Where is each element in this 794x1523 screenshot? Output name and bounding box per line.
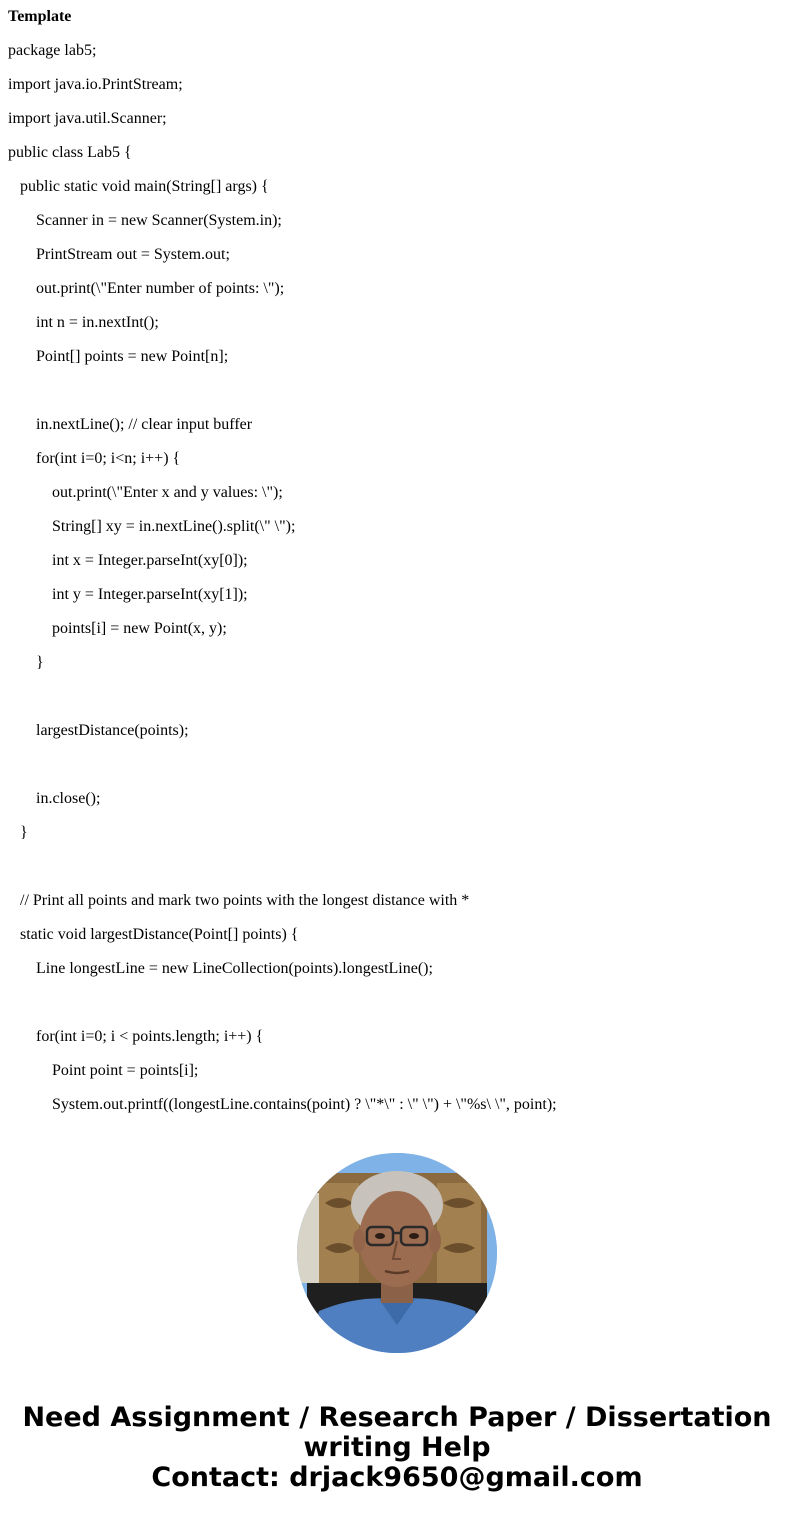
avatar xyxy=(297,1153,497,1353)
code-line: String[] xy = in.nextLine().split(\" \"); xyxy=(52,518,296,535)
code-line: } xyxy=(36,654,44,671)
code-line: public static void main(String[] args) { xyxy=(20,178,269,195)
code-line: out.print(\"Enter number of points: \"); xyxy=(36,280,285,297)
code-line: int y = Integer.parseInt(xy[1]); xyxy=(52,586,248,603)
code-line: in.close(); xyxy=(36,790,101,807)
code-line: import java.util.Scanner; xyxy=(8,110,167,127)
code-line: int n = in.nextInt(); xyxy=(36,314,159,331)
code-line: public class Lab5 { xyxy=(8,144,132,161)
code-line: out.print(\"Enter x and y values: \"); xyxy=(52,484,283,501)
code-line: Point point = points[i]; xyxy=(52,1062,199,1079)
code-line: static void largestDistance(Point[] points) { xyxy=(20,926,299,943)
code-line: in.nextLine(); // clear input buffer xyxy=(36,416,253,433)
promo-headline: Need Assignment / Research Paper / Dissertation xyxy=(22,1402,772,1433)
portrait-photo xyxy=(297,1153,497,1353)
contact-email: Contact: drjack9650@gmail.com xyxy=(151,1462,643,1493)
code-line: // Print all points and mark two points with the longest distance with * xyxy=(20,892,470,909)
code-line: Scanner in = new Scanner(System.in); xyxy=(36,212,282,229)
code-line: } xyxy=(20,824,28,841)
code-line: int x = Integer.parseInt(xy[0]); xyxy=(52,552,248,569)
code-line: largestDistance(points); xyxy=(36,722,189,739)
code-line: PrintStream out = System.out; xyxy=(36,246,230,263)
document-title: Template xyxy=(8,8,72,25)
code-line: Point[] points = new Point[n]; xyxy=(36,348,229,365)
code-line: System.out.printf((longestLine.contains(point) ? \"*\" : \" \") + \"%s\ \", point); xyxy=(52,1096,557,1113)
code-line: Line longestLine = new LineCollection(points).longestLine(); xyxy=(36,960,433,977)
promo-subheadline: writing Help xyxy=(303,1432,491,1463)
contact-banner xyxy=(0,1403,794,1493)
code-line: for(int i=0; i < points.length; i++) { xyxy=(36,1028,264,1045)
code-line: for(int i=0; i<n; i++) { xyxy=(36,450,181,467)
code-line: package lab5; xyxy=(8,42,97,59)
code-line: points[i] = new Point(x, y); xyxy=(52,620,227,637)
code-line: import java.io.PrintStream; xyxy=(8,76,183,93)
